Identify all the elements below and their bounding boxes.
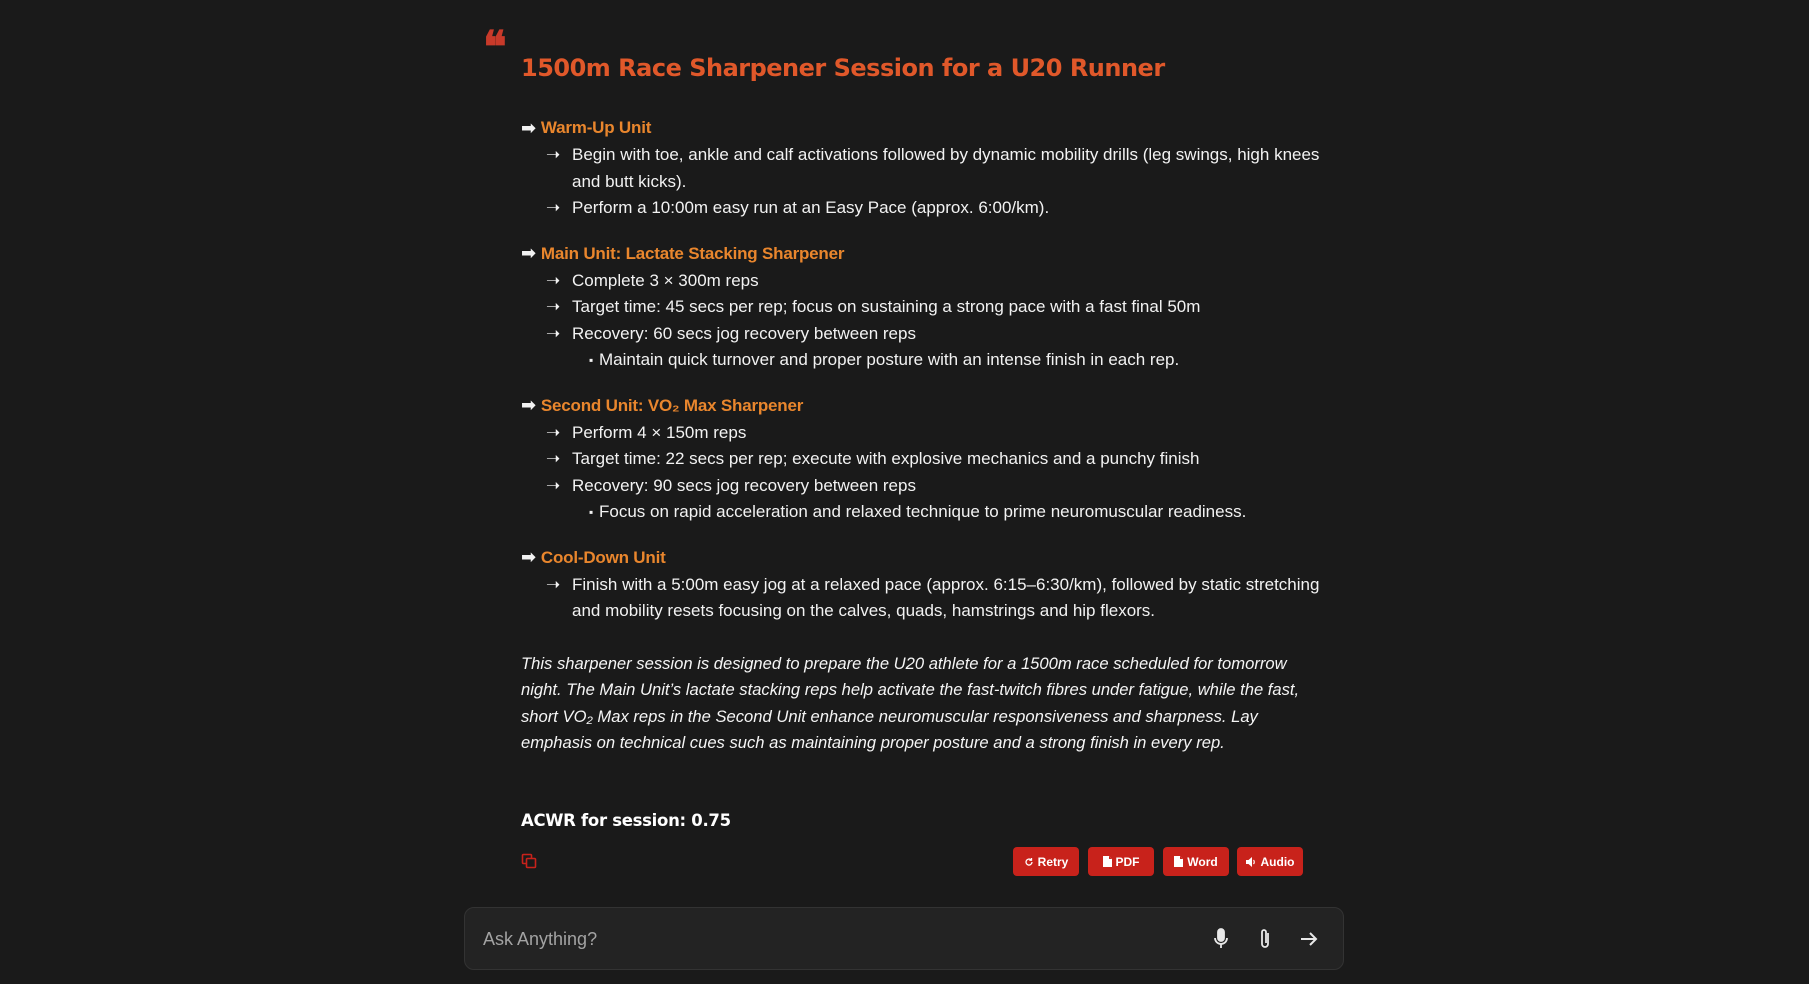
list-item-text: Perform a 10:00m easy run at an Easy Pace (approx. 6:00/km). (572, 198, 1050, 217)
speaker-icon (1246, 857, 1257, 867)
section-heading (521, 544, 1321, 572)
retry-button[interactable] (1013, 847, 1079, 876)
list-note-text: Maintain quick turnover and proper posture with an intense finish in each rep. (599, 350, 1180, 369)
list-item (521, 420, 1321, 447)
section-heading-text: Second Unit: VO₂ Max Sharpener (540, 395, 804, 415)
chat-composer (464, 907, 1344, 970)
pdf-button[interactable] (1088, 847, 1154, 876)
arrow-icon: ➝ (546, 323, 561, 343)
list-item-text: Finish with a 5:00m easy jog at a relaxed pace (approx. 6:15–6:30/km), followed by static stretching and mobility resets focusing on the calves, quads, hamstrings and hip flexors. (572, 574, 1320, 620)
paperclip-icon[interactable] (1252, 926, 1278, 952)
list-item (521, 142, 1321, 195)
file-icon (1103, 856, 1112, 867)
microphone-icon[interactable] (1208, 926, 1234, 952)
session-plan (521, 114, 1321, 643)
retry-icon (1024, 857, 1034, 867)
list-item (521, 321, 1321, 348)
list-item (521, 294, 1321, 321)
list-item (521, 572, 1321, 625)
list-item-text: Begin with toe, ankle and calf activations followed by dynamic mobility drills (leg swings, high knees and butt kicks). (572, 145, 1320, 191)
list-item (521, 473, 1321, 500)
audio-label: Audio (1260, 854, 1295, 869)
list-item-text: Complete 3 × 300m reps (572, 270, 759, 290)
arrow-icon: ➝ (546, 145, 561, 164)
list-item-text: Perform 4 × 150m reps (572, 422, 747, 442)
section-heading (521, 240, 1321, 268)
response-title: 1500m Race Sharpener Session for a U20 Runner (521, 54, 1165, 82)
quote-icon: ❝ (483, 22, 507, 73)
arrow-icon: ➝ (546, 297, 561, 316)
arrow-icon: ➝ (546, 198, 561, 217)
list-note (521, 347, 1321, 374)
word-label: Word (1187, 854, 1218, 869)
list-item-text: Recovery: 60 secs jog recovery between reps (572, 323, 916, 343)
list-item-text: Recovery: 90 secs jog recovery between reps (572, 475, 916, 495)
section-heading (521, 114, 1321, 142)
pdf-label: PDF (1115, 854, 1140, 869)
arrow-icon: ➝ (546, 422, 561, 442)
arrow-icon: ➝ (546, 574, 561, 594)
acwr-value: ACWR for session: 0.75 (521, 811, 731, 830)
arrow-icon: ➝ (546, 270, 561, 290)
arrow-icon: ➝ (546, 475, 561, 495)
word-button[interactable] (1163, 847, 1229, 876)
section-main-unit (521, 240, 1321, 374)
list-item-text: Target time: 22 secs per rep; execute with explosive mechanics and a punchy finish (572, 449, 1200, 468)
ask-input[interactable] (483, 926, 1183, 952)
section-heading-text: Warm-Up Unit (540, 118, 652, 137)
list-item (521, 195, 1321, 222)
retry-label: Retry (1037, 854, 1069, 869)
session-summary: This sharpener session is designed to prepare the U20 athlete for a 1500m race scheduled for tomorrow night. The Main Unit’s lactate stacking reps help activate the fast-twitch fibres under fatigue, while the fast, short VO₂ Max reps in the Second Unit enhance neuromuscular responsiveness and sharpness. Lay emphasis on technical cues such as maintaining proper posture and a strong finish in every rep. (521, 654, 1300, 753)
arrow-icon: ➝ (546, 449, 561, 468)
section-heading-text: Cool-Down Unit (540, 547, 666, 567)
bullet-icon: ▪ (589, 353, 594, 367)
bullet-icon: ▪ (589, 505, 594, 519)
arrow-right-icon: ➡ (521, 395, 536, 415)
file-icon (1174, 856, 1183, 867)
arrow-right-icon: ➡ (521, 243, 536, 263)
section-heading-text: Main Unit: Lactate Stacking Sharpener (540, 243, 845, 263)
list-note-text: Focus on rapid acceleration and relaxed technique to prime neuromuscular readiness. (599, 502, 1247, 521)
list-note (521, 499, 1321, 526)
send-arrow-icon[interactable] (1296, 926, 1322, 952)
audio-button[interactable] (1237, 847, 1303, 876)
copy-icon[interactable] (521, 853, 537, 869)
list-item (521, 446, 1321, 473)
arrow-right-icon: ➡ (521, 117, 536, 138)
arrow-right-icon: ➡ (521, 547, 536, 567)
section-second-unit (521, 392, 1321, 526)
section-warm-up (521, 114, 1321, 222)
section-cool-down (521, 544, 1321, 625)
list-item (521, 268, 1321, 295)
list-item-text: Target time: 45 secs per rep; focus on sustaining a strong pace with a fast final 50m (572, 297, 1201, 316)
section-heading (521, 392, 1321, 420)
